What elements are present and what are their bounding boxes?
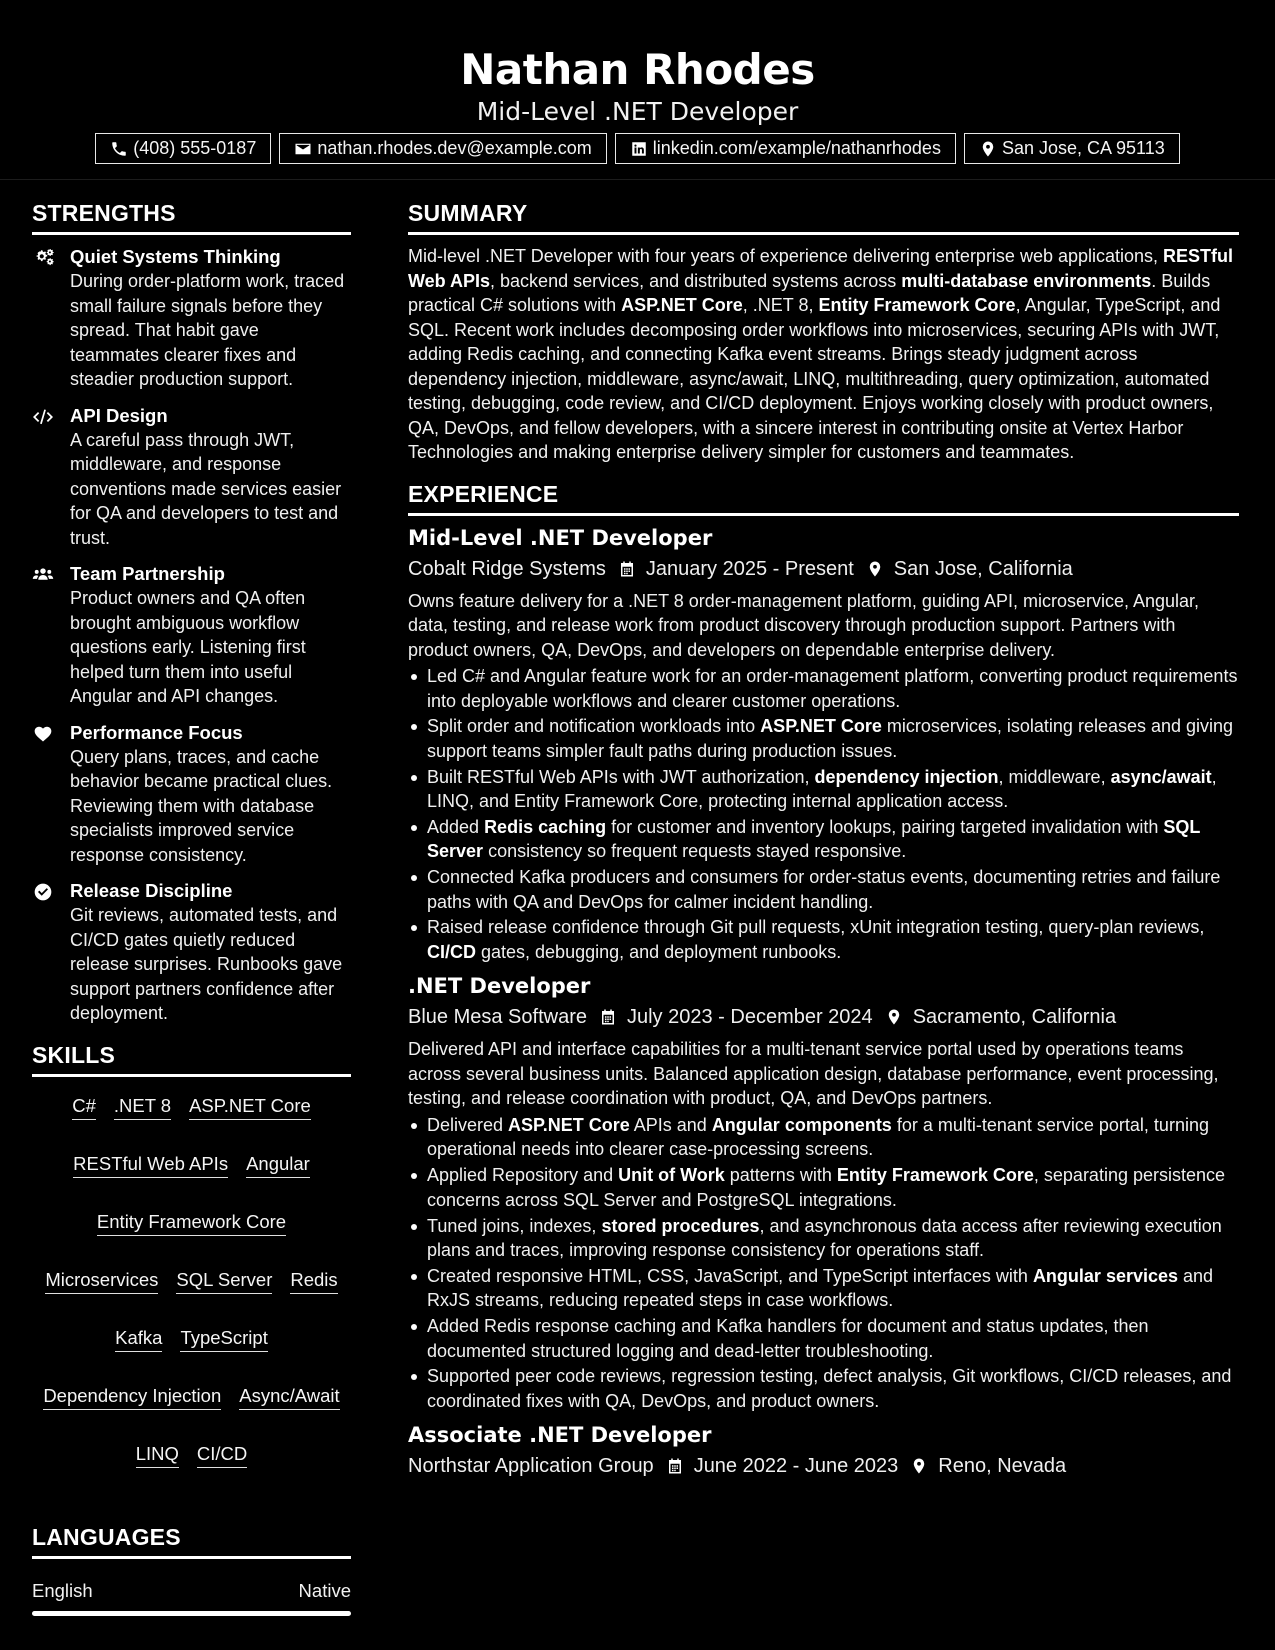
strengths-heading: STRENGTHS	[32, 198, 351, 235]
users-icon	[32, 565, 54, 585]
languages-section	[32, 1522, 351, 1616]
strength-item	[32, 879, 351, 1026]
candidate-name: Nathan Rhodes	[460, 45, 815, 94]
strength-description: During order-platform work, traced small failure signals before they spread. That habit gave teammates clearer fixes and steadier production support.	[70, 271, 345, 389]
summary-heading: SUMMARY	[408, 198, 1239, 235]
job-entry	[408, 522, 1239, 965]
skill-tag: C#	[72, 1094, 96, 1120]
contact-email[interactable]	[279, 133, 606, 164]
heart-icon	[32, 724, 54, 744]
strength-body	[70, 245, 351, 392]
strength-title: Release Discipline	[70, 880, 233, 901]
job-title: Associate .NET Developer	[408, 1423, 712, 1448]
job-bullets	[408, 664, 1239, 964]
job-bullets	[408, 1113, 1239, 1413]
skill-tag: Microservices	[45, 1268, 158, 1294]
strength-description: Query plans, traces, and cache behavior became practical clues. Reviewing them with database specialists improved service response consistency.	[70, 746, 333, 865]
strength-title: Team Partnership	[70, 563, 225, 584]
skill-tag: SQL Server	[176, 1268, 272, 1294]
strength-body	[70, 562, 351, 709]
contact-phone-text: (408) 555-0187	[133, 138, 257, 158]
job-bullet: Tuned joins, indexes, stored procedures, and asynchronous data access after reviewing execution plans and traces, improving response consistency for operations staff.	[408, 1214, 1239, 1263]
jobs-list	[408, 522, 1239, 1482]
strength-title: Performance Focus	[70, 721, 243, 743]
skill-tag: Kafka	[115, 1326, 162, 1352]
contact-bar	[0, 133, 1275, 164]
skill-tag: TypeScript	[180, 1326, 267, 1352]
strength-description: A careful pass through JWT, middleware, and response conventions made services easier for QA and developers to test and trust.	[70, 429, 342, 548]
job-entry	[408, 1419, 1239, 1481]
job-dates: July 2023 - December 2024	[626, 1006, 873, 1029]
job-bullet: Led C# and Angular feature work for an order-management platform, converting product requirements into deployable workflows and clearer customer operations.	[408, 664, 1239, 713]
job-entry	[408, 970, 1239, 1413]
strength-body	[70, 721, 351, 868]
languages-heading: LANGUAGES	[32, 1522, 351, 1559]
language-name: English	[32, 1579, 93, 1601]
skills-section	[32, 1040, 351, 1468]
strength-icon-wrap	[32, 562, 70, 709]
calendar-icon	[666, 1457, 684, 1475]
job-description: Delivered API and interface capabilities for a multi-tenant service portal used by operations teams across several business units. Balanced application design, database performance, event processing, testing, and release coordination with product, QA, and DevOps partners.	[408, 1039, 1219, 1109]
skill-tag: LINQ	[136, 1442, 179, 1468]
strength-icon-wrap	[32, 404, 70, 551]
code-icon	[32, 407, 54, 427]
phone-icon	[110, 140, 128, 158]
skill-tag: .NET 8	[114, 1094, 171, 1120]
job-meta	[408, 1451, 1239, 1481]
job-company: Blue Mesa Software	[408, 1006, 587, 1029]
job-bullet: Created responsive HTML, CSS, JavaScript, and TypeScript interfaces with Angular services and RxJS streams, reducing repeated steps in case workflows.	[408, 1264, 1239, 1313]
location-icon	[979, 140, 997, 158]
job-location: San Jose, California	[893, 557, 1073, 580]
job-company: Northstar Application Group	[408, 1455, 654, 1478]
gears-icon	[32, 248, 54, 268]
job-dates: June 2022 - June 2023	[693, 1455, 899, 1478]
language-proficiency-bar	[32, 1611, 351, 1616]
experience-heading: EXPERIENCE	[408, 479, 1239, 516]
language-row	[32, 1579, 351, 1603]
job-bullet: Connected Kafka producers and consumers for order-status events, documenting retries and failure paths with QA and DevOps for calmer incident handling.	[408, 865, 1239, 914]
right-column	[408, 198, 1239, 1486]
strengths-list	[32, 245, 351, 1026]
left-column	[32, 198, 351, 1616]
job-meta	[408, 554, 1239, 584]
skill-tag: Async/Await	[239, 1384, 339, 1410]
strength-item	[32, 721, 351, 868]
resume-header	[0, 0, 1275, 180]
strength-title: Quiet Systems Thinking	[70, 246, 281, 267]
skill-tag: Angular	[246, 1152, 310, 1178]
job-bullet: Delivered ASP.NET Core APIs and Angular components for a multi-tenant service portal, turning operational needs into clearer case-processing screens.	[408, 1113, 1239, 1162]
check-circle-icon	[32, 882, 54, 902]
skill-tag: ASP.NET Core	[189, 1094, 311, 1120]
skill-tag: Entity Framework Core	[97, 1210, 286, 1236]
job-title: Mid-Level .NET Developer	[408, 525, 713, 550]
strength-body	[70, 404, 351, 551]
location-icon	[866, 560, 884, 578]
experience-section	[408, 479, 1239, 1482]
linkedin-icon	[630, 140, 648, 158]
contact-linkedin-text: linkedin.com/example/nathanrhodes	[652, 138, 941, 158]
strength-icon-wrap	[32, 245, 70, 392]
skill-tag: CI/CD	[197, 1442, 247, 1468]
contact-location	[964, 133, 1180, 164]
job-bullet: Split order and notification workloads into ASP.NET Core microservices, isolating releases and giving support teams simpler fault paths during production issues.	[408, 714, 1239, 763]
skill-tag: RESTful Web APIs	[73, 1152, 228, 1178]
job-bullet: Built RESTful Web APIs with JWT authorization, dependency injection, middleware, async/await, LINQ, and Entity Framework Core, protecting internal application access.	[408, 765, 1239, 814]
strength-item	[32, 562, 351, 709]
skill-tag: Dependency Injection	[43, 1384, 221, 1410]
job-location: Sacramento, California	[912, 1006, 1117, 1029]
contact-location-text: San Jose, CA 95113	[1001, 138, 1165, 158]
strength-item	[32, 404, 351, 551]
summary-section	[408, 198, 1239, 465]
job-bullet: Supported peer code reviews, regression testing, defect analysis, Git workflows, CI/CD releases, and coordinated fixes with QA, DevOps, and product owners.	[408, 1364, 1239, 1413]
skills-list	[32, 1094, 351, 1468]
skill-tag: Redis	[290, 1268, 337, 1294]
calendar-icon	[618, 560, 636, 578]
location-icon	[885, 1008, 903, 1026]
strengths-section	[32, 198, 351, 1026]
job-company: Cobalt Ridge Systems	[408, 557, 606, 580]
job-meta	[408, 1002, 1239, 1032]
skills-heading: SKILLS	[32, 1040, 351, 1077]
strength-icon-wrap	[32, 721, 70, 868]
strength-description: Product owners and QA often brought ambiguous workflow questions early. Listening first helped turn them into useful Angular and API changes.	[70, 588, 306, 706]
job-bullet: Raised release confidence through Git pull requests, xUnit integration testing, query-plan reviews, CI/CD gates, debugging, and deployment runbooks.	[408, 915, 1239, 964]
strength-icon-wrap	[32, 879, 70, 1026]
strength-description: Git reviews, automated tests, and CI/CD gates quietly reduced release surprises. Runbooks gave support partners confidence after deployment.	[70, 905, 343, 1023]
language-level: Native	[298, 1579, 351, 1601]
job-bullet: Added Redis caching for customer and inventory lookups, pairing targeted invalidation with SQL Server consistency so frequent requests stayed responsive.	[408, 815, 1239, 864]
strength-title: API Design	[70, 404, 168, 426]
job-bullet: Applied Repository and Unit of Work patterns with Entity Framework Core, separating persistence concerns across SQL Server and PostgreSQL integrations.	[408, 1163, 1239, 1212]
location-icon	[910, 1457, 928, 1475]
email-icon	[294, 140, 312, 158]
strength-body	[70, 879, 351, 1026]
calendar-icon	[599, 1008, 617, 1026]
contact-linkedin[interactable]	[615, 133, 956, 164]
contact-phone[interactable]	[95, 133, 271, 164]
contact-email-text: nathan.rhodes.dev@example.com	[317, 138, 592, 158]
job-description: Owns feature delivery for a .NET 8 order-management platform, guiding API, microservice, Angular, data, testing, and release work from product discovery through production support. Partners with product owners, QA, DevOps, and developers on dependable enterprise delivery.	[408, 590, 1200, 660]
strength-item	[32, 245, 351, 392]
job-title: .NET Developer	[408, 974, 591, 999]
job-bullet: Added Redis response caching and Kafka handlers for document and status updates, then documented structured logging and dead-letter troubleshooting.	[408, 1314, 1239, 1363]
candidate-title: Mid-Level .NET Developer	[476, 97, 799, 126]
summary-text: Mid-level .NET Developer with four years of experience delivering enterprise web applications, RESTful Web APIs, backend services, and distributed systems across multi-database environments. Builds practical C# solutions with ASP.NET Core, .NET 8, Entity Framework Core, Angular, TypeScript, and SQL. Recent work includes decomposing order workflows into microservices, securing APIs with JWT, adding Redis caching, and connecting Kafka event streams. Brings steady judgment across dependency injection, middleware, async/await, LINQ, multithreading, query optimization, automated testing, debugging, code review, and CI/CD deployment. Enjoys working closely with product owners, QA, DevOps, and fellow developers, with a sincere interest in contributing onsite at Vertex Harbor Technologies and making enterprise delivery simpler for customers and teammates.	[408, 246, 1234, 462]
job-location: Reno, Nevada	[938, 1455, 1067, 1478]
job-dates: January 2025 - Present	[645, 557, 854, 580]
